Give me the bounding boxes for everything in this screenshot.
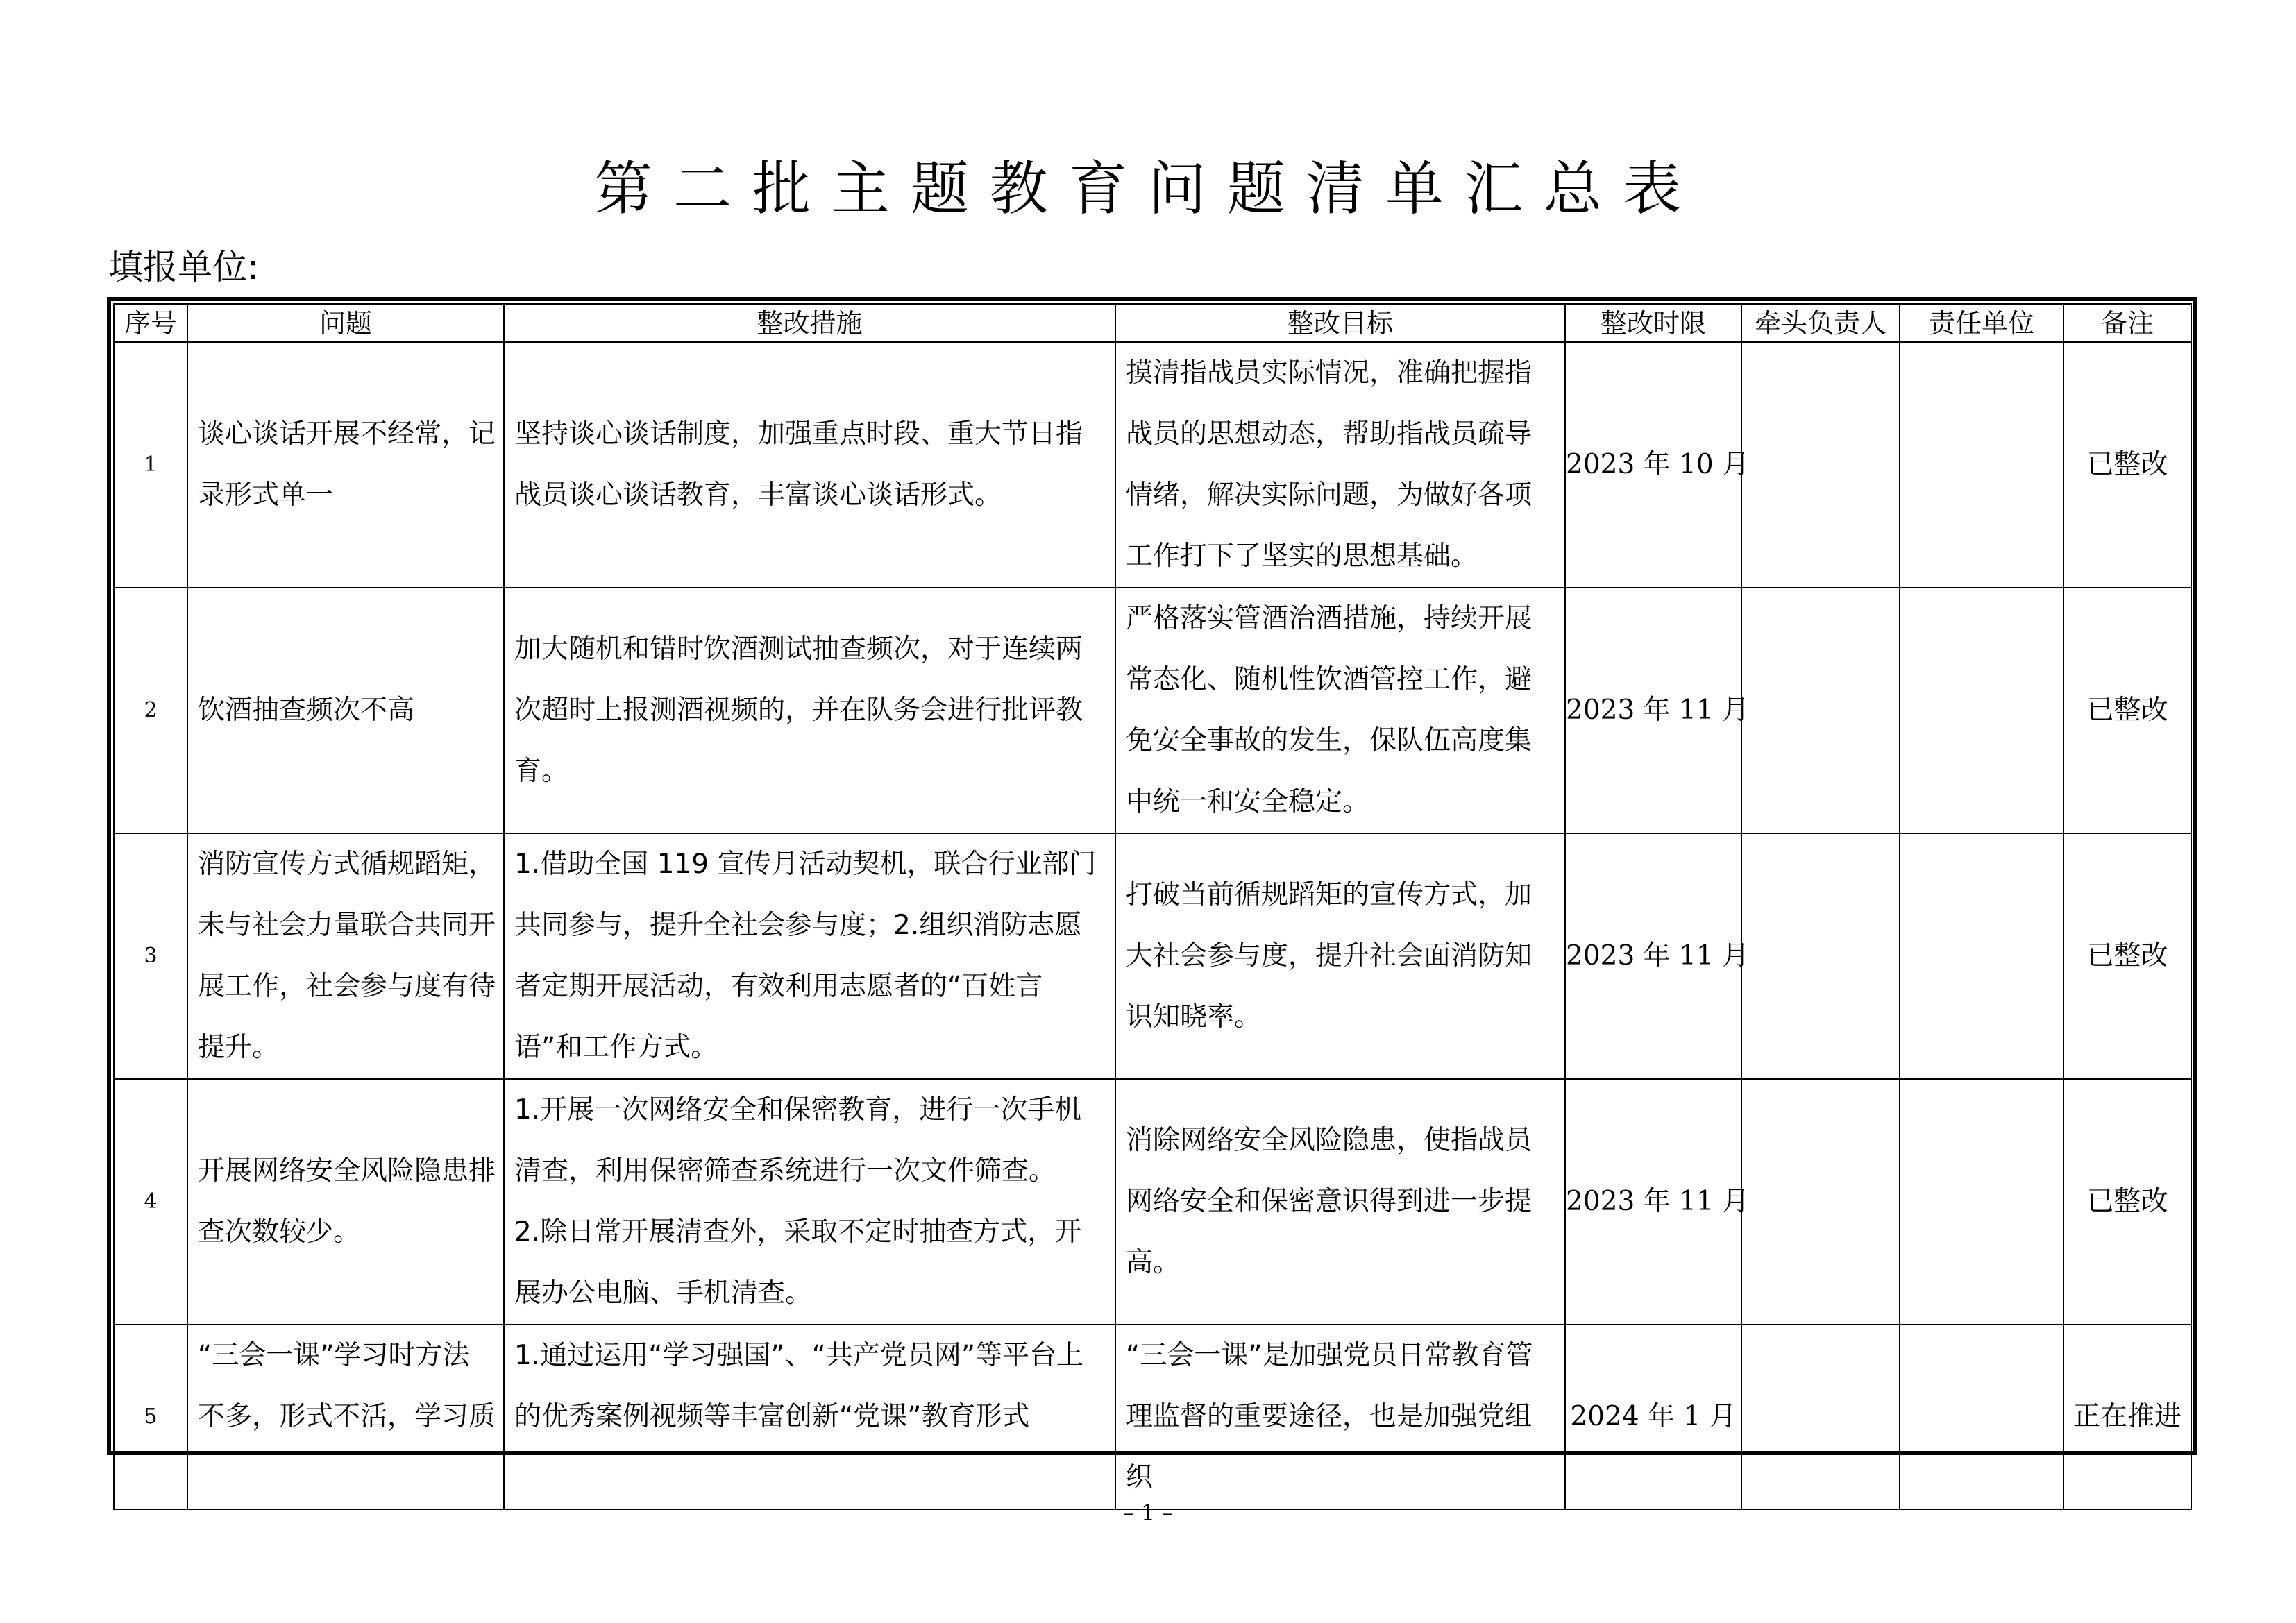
header-leader: 牵头负责人 — [1741, 304, 1900, 342]
header-seq: 序号 — [114, 304, 187, 342]
header-note: 备注 — [2063, 304, 2191, 342]
cell-note: 已整改 — [2063, 1079, 2191, 1325]
cell-measures: 坚持谈心谈话制度，加强重点时段、重大节日指战员谈心谈话教育，丰富谈心谈话形式。 — [504, 342, 1115, 588]
cell-goal: 打破当前循规蹈矩的宣传方式，加大社会参与度，提升社会面消防知识知晓率。 — [1115, 833, 1565, 1079]
cell-leader — [1741, 1079, 1900, 1325]
cell-leader — [1741, 342, 1900, 588]
header-unit: 责任单位 — [1900, 304, 2063, 342]
cell-issue: 饮酒抽查频次不高 — [187, 588, 504, 833]
cell-unit — [1900, 342, 2063, 588]
cell-deadline: 2023 年 10 月 — [1565, 342, 1741, 588]
cell-unit — [1900, 588, 2063, 833]
reporting-unit-label: 填报单位: — [108, 247, 259, 287]
cell-measures: 1.通过运用“学习强国”、“共产党员网”等平台上的优秀案例视频等丰富创新“党课”教育形式 — [504, 1325, 1115, 1509]
header-issue: 问题 — [187, 304, 504, 342]
cell-leader — [1741, 833, 1900, 1079]
cell-measures — [504, 1079, 1115, 1325]
issue-table-frame — [107, 297, 2197, 1493]
table-row — [114, 1325, 2191, 1509]
cell-unit — [1900, 833, 2063, 1079]
cell-issue: 开展网络安全风险隐患排查次数较少。 — [187, 1079, 504, 1325]
cell-leader — [1741, 588, 1900, 833]
cell-seq: 3 — [114, 833, 187, 1079]
cell-seq: 2 — [114, 588, 187, 833]
cell-goal: 消除网络安全风险隐患，使指战员网络安全和保密意识得到进一步提高。 — [1115, 1079, 1565, 1325]
cell-note: 已整改 — [2063, 833, 2191, 1079]
cell-goal: 摸清指战员实际情况，准确把握指战员的思想动态，帮助指战员疏导情绪，解决实际问题，为做好各项工作打下了坚实的思想基础。 — [1115, 342, 1565, 588]
cell-note: 已整改 — [2063, 588, 2191, 833]
header-deadline: 整改时限 — [1565, 304, 1741, 342]
table-row — [114, 588, 2191, 833]
cell-note: 正在推进 — [2063, 1325, 2191, 1509]
table-row — [114, 342, 2191, 588]
cell-deadline: 2024 年 1 月 — [1565, 1325, 1741, 1509]
issue-summary-table — [113, 303, 2192, 1510]
header-goal: 整改目标 — [1115, 304, 1565, 342]
cell-goal: 严格落实管酒治酒措施，持续开展常态化、随机性饮酒管控工作，避免安全事故的发生，保队伍高度集中统一和安全稳定。 — [1115, 588, 1565, 833]
cell-issue: 消防宣传方式循规蹈矩，未与社会力量联合共同开展工作，社会参与度有待提升。 — [187, 833, 504, 1079]
document-title: 第二批主题教育问题清单汇总表 — [593, 155, 1702, 223]
table-header-row — [114, 304, 2191, 342]
cell-goal: “三会一课”是加强党员日常教育管理监督的重要途径，也是加强党组织 — [1115, 1325, 1565, 1509]
cell-seq: 5 — [114, 1325, 187, 1509]
cell-unit — [1900, 1325, 2063, 1509]
cell-measures: 加大随机和错时饮酒测试抽查频次，对于连续两次超时上报测酒视频的，并在队务会进行批评教育。 — [504, 588, 1115, 833]
cell-unit — [1900, 1079, 2063, 1325]
cell-issue: 谈心谈话开展不经常，记录形式单一 — [187, 342, 504, 588]
cell-measures: 1.借助全国 119 宣传月活动契机，联合行业部门共同参与，提升全社会参与度；2.组织消防志愿者定期开展活动，有效利用志愿者的“百姓言语”和工作方式。 — [504, 833, 1115, 1079]
cell-deadline: 2023 年 11 月 — [1565, 588, 1741, 833]
table-row — [114, 833, 2191, 1079]
measure-line: 2.除日常开展清查外，采取不定时抽查方式，开展办公电脑、手机清查。 — [514, 1216, 1082, 1309]
header-measures: 整改措施 — [504, 304, 1115, 342]
cell-deadline: 2023 年 11 月 — [1565, 833, 1741, 1079]
page-number: – 1 – — [1122, 1499, 1174, 1526]
measure-line: 1.开展一次网络安全和保密教育，进行一次手机清查，利用保密筛查系统进行一次文件筛查。 — [514, 1094, 1082, 1187]
cell-note: 已整改 — [2063, 342, 2191, 588]
cell-issue: “三会一课”学习时方法不多，形式不活，学习质 — [187, 1325, 504, 1509]
table-row — [114, 1079, 2191, 1325]
cell-seq: 1 — [114, 342, 187, 588]
cell-seq: 4 — [114, 1079, 187, 1325]
cell-deadline: 2023 年 11 月 — [1565, 1079, 1741, 1325]
cell-leader — [1741, 1325, 1900, 1509]
